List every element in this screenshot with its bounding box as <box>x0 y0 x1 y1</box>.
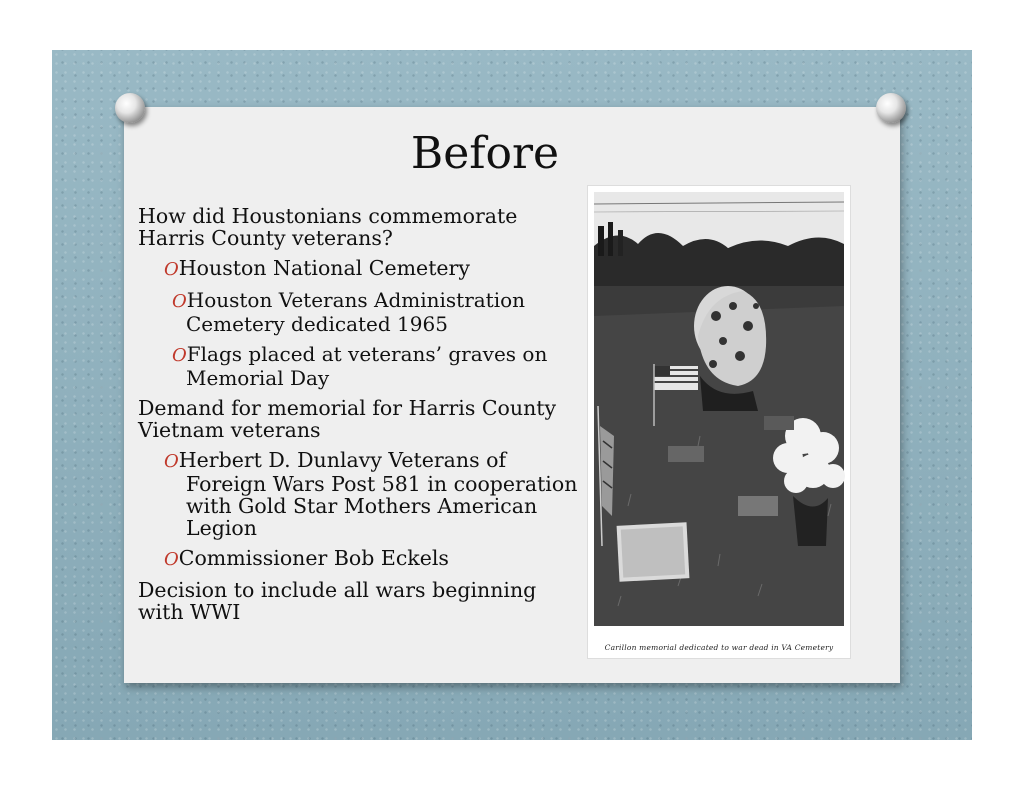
bullet-marker-icon: O <box>164 259 179 280</box>
bullet-item <box>138 579 578 623</box>
bullet-text: Herbert D. Dunlavy Veterans of Foreign Wars Post 581 in cooperation with Gold Star Mothers American Legion <box>178 448 578 540</box>
bullet-text: Commissioner Bob Eckels <box>178 546 449 570</box>
cemetery-photo-image <box>588 186 850 658</box>
bullet-text: Demand for memorial for Harris County Vietnam veterans <box>138 396 557 442</box>
pushpin-icon <box>876 93 906 123</box>
bullet-marker-icon: O <box>172 345 187 366</box>
bullet-item <box>138 205 578 249</box>
bullet-text: Houston Veterans Administration Cemetery dedicated 1965 <box>186 288 526 336</box>
bullet-text: Houston National Cemetery <box>178 256 470 280</box>
bullet-item <box>172 289 578 335</box>
bullet-item <box>172 343 578 389</box>
bullet-marker-icon: O <box>172 291 187 312</box>
bullet-item <box>160 257 578 281</box>
bullet-list <box>138 205 578 631</box>
bullet-marker-icon: O <box>164 451 179 472</box>
slide-title: Before <box>410 128 560 179</box>
bullet-text: Decision to include all wars beginning with WWI <box>138 578 537 624</box>
pushpin-icon <box>115 93 145 123</box>
bullet-text: How did Houstonians commemorate Harris County veterans? <box>138 204 518 250</box>
bullet-marker-icon: O <box>164 549 179 570</box>
bullet-item <box>160 449 578 539</box>
cemetery-photo <box>588 186 850 658</box>
bullet-item <box>160 547 578 571</box>
bullet-item <box>138 397 578 441</box>
photo-caption: Carillon memorial dedicated to war dead in VA Cemetery <box>604 643 834 652</box>
bullet-text: Flags placed at veterans’ graves on Memorial Day <box>186 342 548 390</box>
